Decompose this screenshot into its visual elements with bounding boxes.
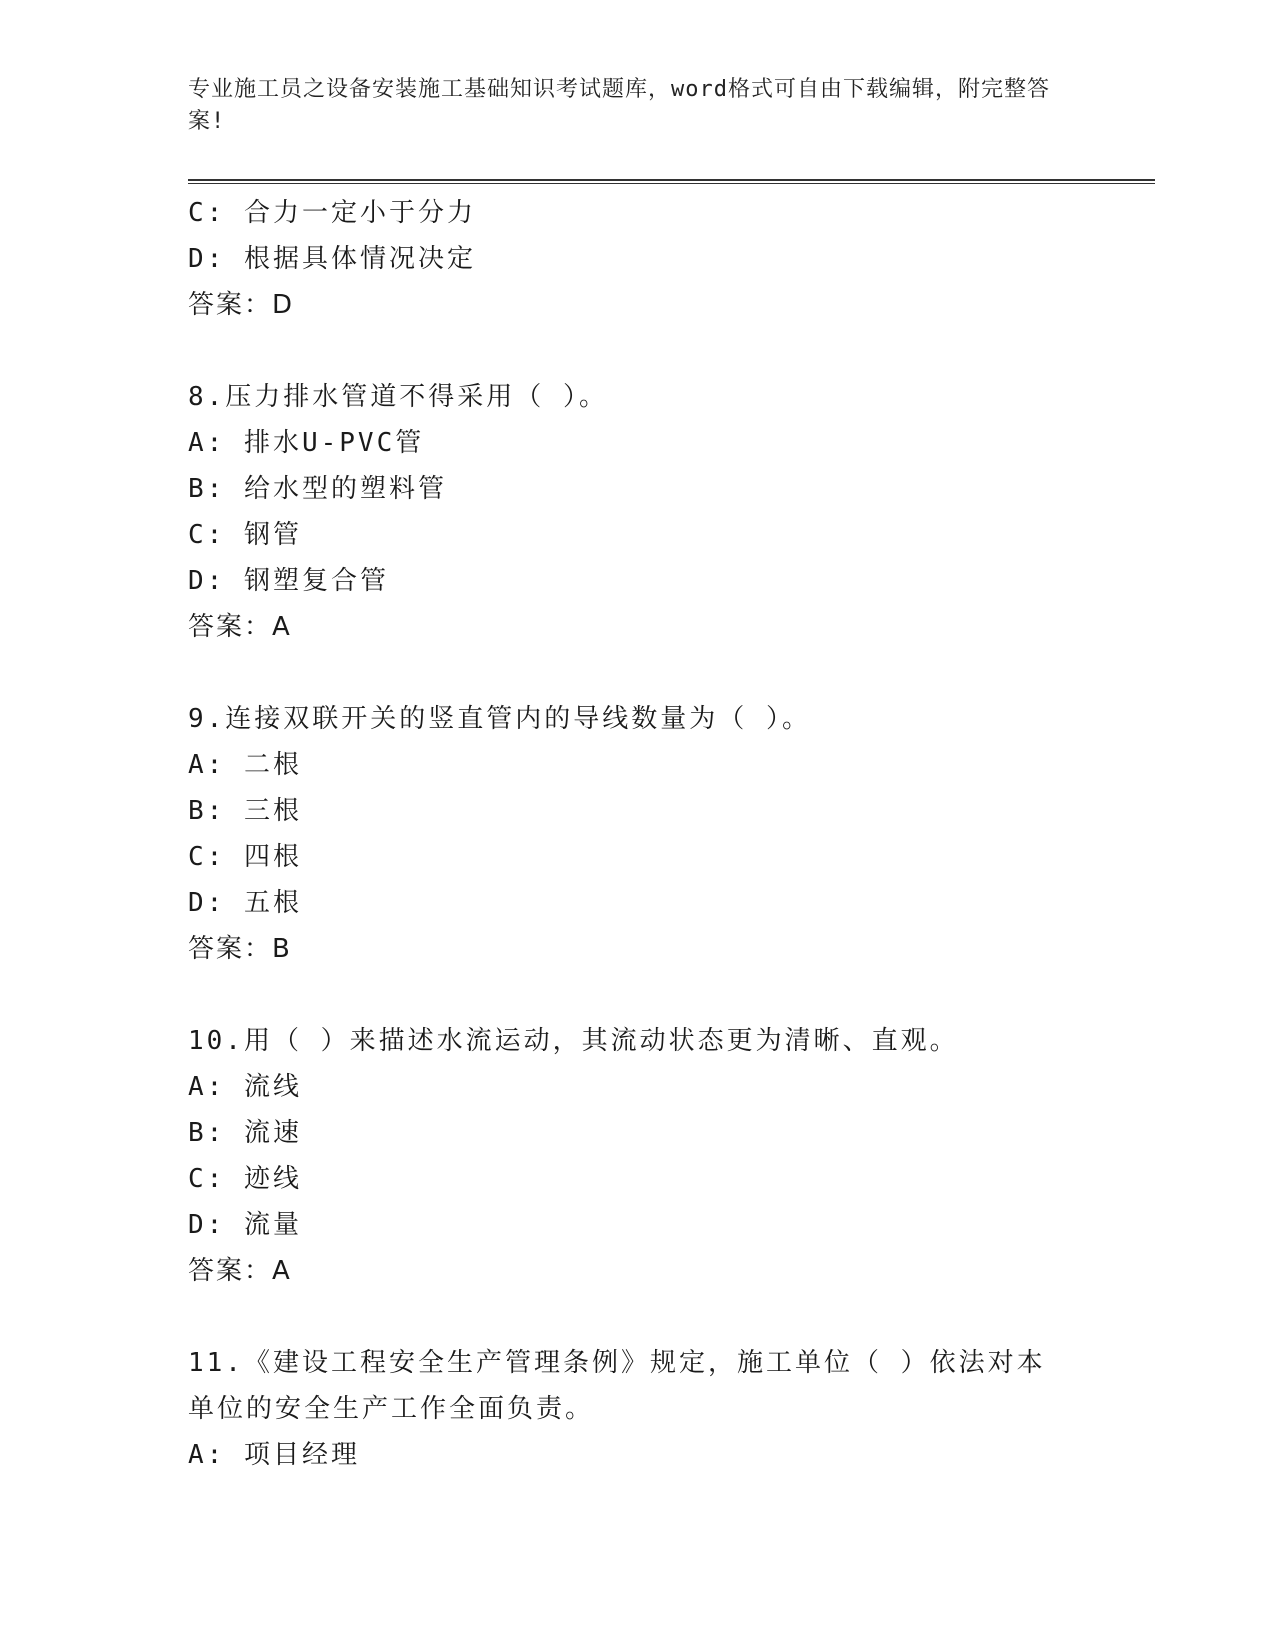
answer-line: 答案：A <box>188 612 292 642</box>
option-b: B: 三根 <box>188 796 302 826</box>
option-a: A: 流线 <box>188 1072 302 1102</box>
option-d: D: 根据具体情况决定 <box>188 244 476 274</box>
option-c: C: 迹线 <box>188 1164 302 1194</box>
option-c: C: 合力一定小于分力 <box>188 198 476 228</box>
spacer <box>188 328 1088 374</box>
spacer <box>188 1294 1088 1340</box>
answer-line: 答案：D <box>188 290 295 320</box>
option-d: D: 五根 <box>188 888 302 918</box>
option-d: D: 钢塑复合管 <box>188 566 389 596</box>
spacer <box>188 650 1088 696</box>
option-b: B: 给水型的塑料管 <box>188 474 447 504</box>
question-8: 8.压力排水管道不得采用（ ）。 <box>188 382 608 412</box>
header-divider-thin <box>188 183 1155 184</box>
spacer <box>188 972 1088 1018</box>
option-a: A: 二根 <box>188 750 302 780</box>
option-c: C: 四根 <box>188 842 302 872</box>
question-9: 9.连接双联开关的竖直管内的导线数量为（ ）。 <box>188 704 811 734</box>
answer-line: 答案：A <box>188 1256 292 1286</box>
question-11: 11.《建设工程安全生产管理条例》规定，施工单位（ ）依法对本单位的安全生产工作全面负责。 <box>188 1348 1046 1424</box>
header-divider <box>188 179 1155 181</box>
option-a: A: 排水U-PVC管 <box>188 428 425 458</box>
option-b: B: 流速 <box>188 1118 302 1148</box>
question-10: 10.用（ ）来描述水流运动，其流动状态更为清晰、直观。 <box>188 1026 959 1056</box>
question-list <box>188 190 1088 1478</box>
option-a: A: 项目经理 <box>188 1440 360 1470</box>
option-d: D: 流量 <box>188 1210 302 1240</box>
answer-line: 答案：B <box>188 934 292 964</box>
option-c: C: 钢管 <box>188 520 302 550</box>
page-header: 专业施工员之设备安装施工基础知识考试题库，word格式可自由下载编辑，附完整答案! <box>188 77 1050 134</box>
